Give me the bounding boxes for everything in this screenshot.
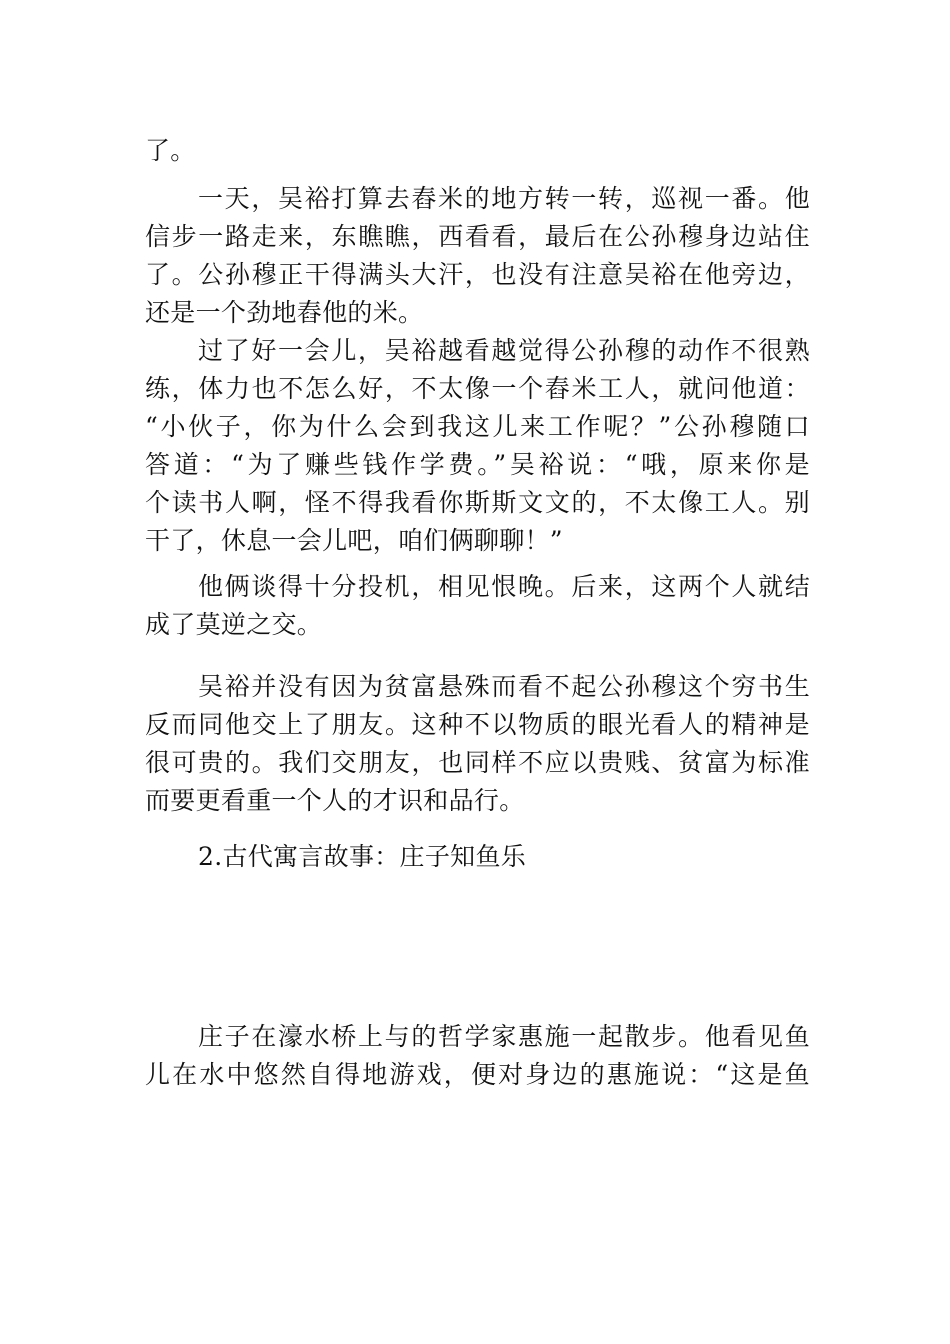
text-line: 而要更看重一个人的才识和品行。 (145, 786, 525, 815)
paragraph-first-line: 庄子在濠水桥上与的哲学家惠施一起散步。他看见鱼 (198, 1022, 810, 1051)
paragraph-first-line: 他俩谈得十分投机，相见恨晚。后来，这两个人就结 (198, 572, 810, 601)
text-line: 了。 (145, 136, 196, 165)
text-line: 成了莫逆之交。 (145, 610, 323, 639)
paragraph-first-line: 过了好一会儿，吴裕越看越觉得公孙穆的动作不很熟 (198, 336, 810, 365)
text-line: 了。公孙穆正干得满头大汗，也没有注意吴裕在他旁边， (145, 260, 810, 289)
text-line: 答道：“为了赚些钱作学费。”吴裕说：“哦，原来你是 (145, 450, 810, 479)
text-line: 很可贵的。我们交朋友，也同样不应以贵贱、贫富为标准 (145, 748, 810, 777)
paragraph-first-line: 一天，吴裕打算去舂米的地方转一转，巡视一番。他 (198, 184, 810, 213)
text-line: 干了，休息一会儿吧，咱们俩聊聊！” (145, 526, 563, 555)
text-line: 信步一路走来，东瞧瞧，西看看，最后在公孙穆身边站住 (145, 222, 810, 251)
text-line: 反而同他交上了朋友。这种不以物质的眼光看人的精神是 (145, 710, 810, 739)
text-line: “小伙子，你为什么会到我这儿来工作呢？”公孙穆随口 (145, 412, 810, 441)
section-heading: 2.古代寓言故事：庄子知鱼乐 (198, 842, 527, 871)
paragraph-first-line: 吴裕并没有因为贫富悬殊而看不起公孙穆这个穷书生 (198, 672, 810, 701)
text-line: 儿在水中悠然自得地游戏，便对身边的惠施说：“这是鱼 (145, 1060, 810, 1089)
text-line: 还是一个劲地舂他的米。 (145, 298, 424, 327)
text-line: 练，体力也不怎么好，不太像一个舂米工人，就问他道： (145, 374, 810, 403)
text-line: 个读书人啊，怪不得我看你斯斯文文的，不太像工人。别 (145, 488, 810, 517)
